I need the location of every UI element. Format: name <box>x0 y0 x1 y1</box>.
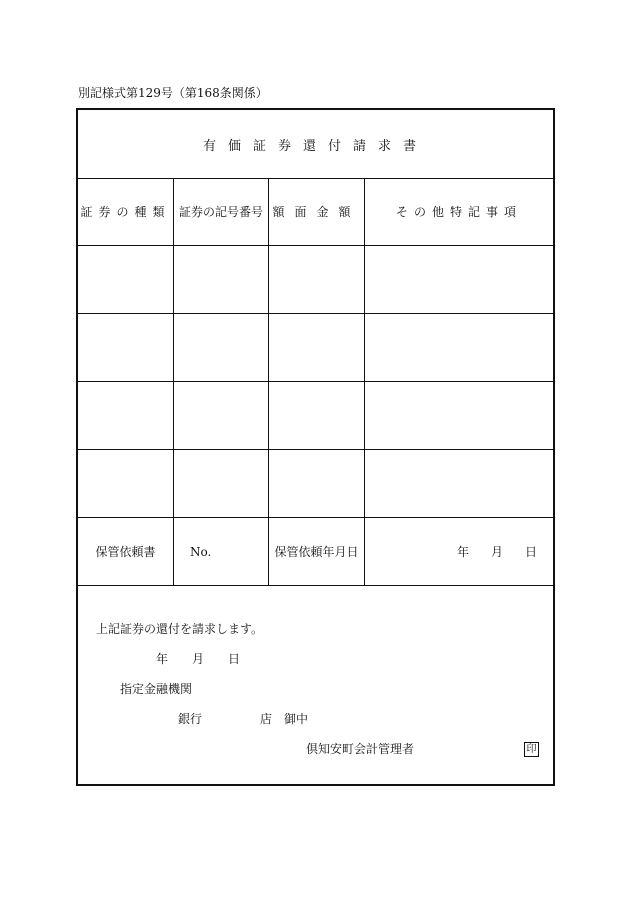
custody-row <box>78 518 553 586</box>
securities-table <box>78 178 553 586</box>
table-header-row <box>78 178 553 246</box>
face-value-field[interactable] <box>269 314 365 381</box>
refund-request-form <box>76 108 555 786</box>
security-number-field[interactable] <box>174 246 269 313</box>
table-row <box>78 246 553 314</box>
request-statement: 上記証券の還付を請求します。 <box>96 622 264 636</box>
custody-month-label: 月 <box>490 545 503 559</box>
request-month-label: 月 <box>192 652 205 666</box>
other-notes-field[interactable] <box>365 314 553 381</box>
face-value-field[interactable] <box>269 382 365 449</box>
form-number-caption: 別記様式第129号（第168条関係） <box>78 86 268 100</box>
addressee-label: 御中 <box>284 712 309 726</box>
security-type-field[interactable] <box>78 314 174 381</box>
other-notes-field[interactable] <box>365 246 553 313</box>
security-type-field[interactable] <box>78 382 174 449</box>
bank-label: 銀行 <box>178 712 203 726</box>
header-security-number: 証券の記号番号 <box>174 178 269 245</box>
table-row <box>78 314 553 382</box>
header-other-notes: その他特記事項 <box>395 205 522 219</box>
custody-request-label: 保管依頼書 <box>78 518 174 585</box>
table-row <box>78 382 553 450</box>
custody-number-field[interactable] <box>174 518 269 585</box>
header-face-value: 額面金額 <box>269 178 365 245</box>
security-number-field[interactable] <box>174 382 269 449</box>
face-value-field[interactable] <box>269 246 365 313</box>
security-type-field[interactable] <box>78 246 174 313</box>
form-title: 有価証券還付請求書 <box>78 110 553 179</box>
designated-bank-label: 指定金融機関 <box>120 682 193 696</box>
security-type-field[interactable] <box>78 450 174 517</box>
seal-mark: 印 <box>524 742 539 757</box>
other-notes-field[interactable] <box>365 382 553 449</box>
face-value-field[interactable] <box>269 450 365 517</box>
table-row <box>78 450 553 518</box>
custody-date-label: 保管依頼年月日 <box>269 518 365 585</box>
header-security-type: 証券の種類 <box>78 178 174 245</box>
request-day-label: 日 <box>228 652 241 666</box>
custody-day-label: 日 <box>524 545 537 559</box>
other-notes-field[interactable] <box>365 450 553 517</box>
branch-label: 店 <box>260 712 273 726</box>
request-year-label: 年 <box>156 652 169 666</box>
custody-date-field[interactable] <box>365 518 553 585</box>
accounting-manager-label: 倶知安町会計管理者 <box>306 742 415 756</box>
request-date-line[interactable] <box>156 650 240 667</box>
custody-number-label: No. <box>190 544 212 559</box>
request-footer <box>78 586 553 784</box>
bank-branch-line[interactable] <box>178 710 308 727</box>
security-number-field[interactable] <box>174 450 269 517</box>
custody-year-label: 年 <box>456 545 469 559</box>
security-number-field[interactable] <box>174 314 269 381</box>
